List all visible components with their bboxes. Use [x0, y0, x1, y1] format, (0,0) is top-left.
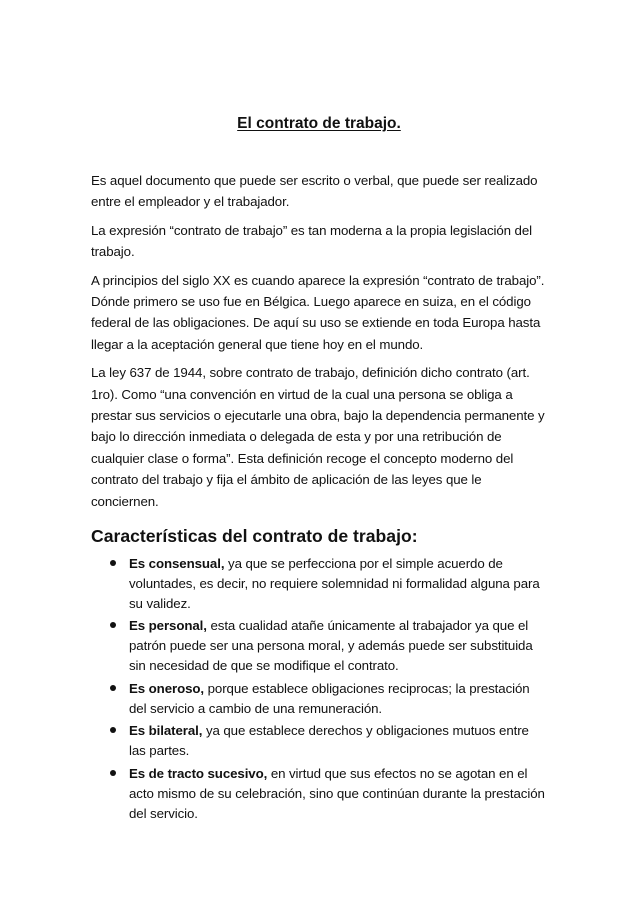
bullet-icon: [110, 622, 116, 628]
characteristic-text: porque establece obligaciones reciprocas; la prestación del servicio a cambio de una remuneración.: [129, 680, 530, 716]
paragraph-definition: Es aquel documento que puede ser escrito o verbal, que puede ser realizado entre el empleador y el trabajador.: [91, 173, 538, 210]
bullet-icon: [110, 727, 116, 733]
bullet-icon: [110, 685, 116, 691]
characteristic-term: Es bilateral,: [129, 723, 203, 739]
bullet-icon: [110, 560, 116, 566]
list-item: [91, 721, 547, 761]
section-heading-characteristics: Características del contrato de trabajo:: [91, 526, 418, 547]
characteristic-text: en virtud que sus efectos no se agotan en el acto mismo de su celebración, sino que continúan durante la prestación del servicio.: [129, 766, 545, 821]
document-body: [91, 170, 547, 826]
characteristic-text: ya que se perfecciona por el simple acuerdo de voluntades, es decir, no requiere solemnidad ni formalidad alguna para su validez.: [129, 556, 540, 611]
characteristic-text: esta cualidad atañe únicamente al trabajador ya que el patrón puede ser una persona moral, y además puede ser substituida sin necesidad de que se modifique el contrato.: [129, 618, 533, 674]
list-item: [91, 764, 547, 823]
list-item: [91, 679, 547, 719]
characteristic-text: ya que establece derechos y obligaciones mutuos entre las partes.: [129, 723, 529, 759]
list-item: [91, 554, 547, 613]
bullet-icon: [110, 770, 116, 776]
characteristic-term: Es consensual,: [129, 556, 225, 572]
characteristic-term: Es personal,: [129, 618, 207, 634]
characteristic-term: Es de tracto sucesivo,: [129, 766, 268, 782]
document-title: El contrato de trabajo.: [237, 115, 401, 132]
list-item: [91, 616, 547, 675]
paragraph-law: La ley 637 de 1944, sobre contrato de trabajo, definición dicho contrato (art. 1ro). Como “una convención en virtud de la cual una persona se obliga a prestar sus servicios o ejecutarle una obra, bajo la dependencia permanente y bajo lo dirección inmediata o delegada de esta y por una retribución de cualquier clase o forma”. Esta definición recoge el concepto moderno del contrato del trabajo y fija el ámbito de aplicación de las leyes que le conciernen.: [91, 365, 545, 509]
characteristics-list: [91, 554, 547, 823]
characteristic-term: Es oneroso,: [129, 680, 205, 696]
paragraph-history: A principios del siglo XX es cuando aparece la expresión “contrato de trabajo”. Dónde primero se uso fue en Bélgica. Luego aparece en suiza, en el código federal de las obligaciones. De aquí su uso se extiende en toda Europa hasta llegar a la aceptación general que tiene hoy en el mundo.: [91, 272, 545, 352]
paragraph-expression: La expresión “contrato de trabajo” es tan moderna a la propia legislación del trabajo.: [91, 222, 532, 260]
